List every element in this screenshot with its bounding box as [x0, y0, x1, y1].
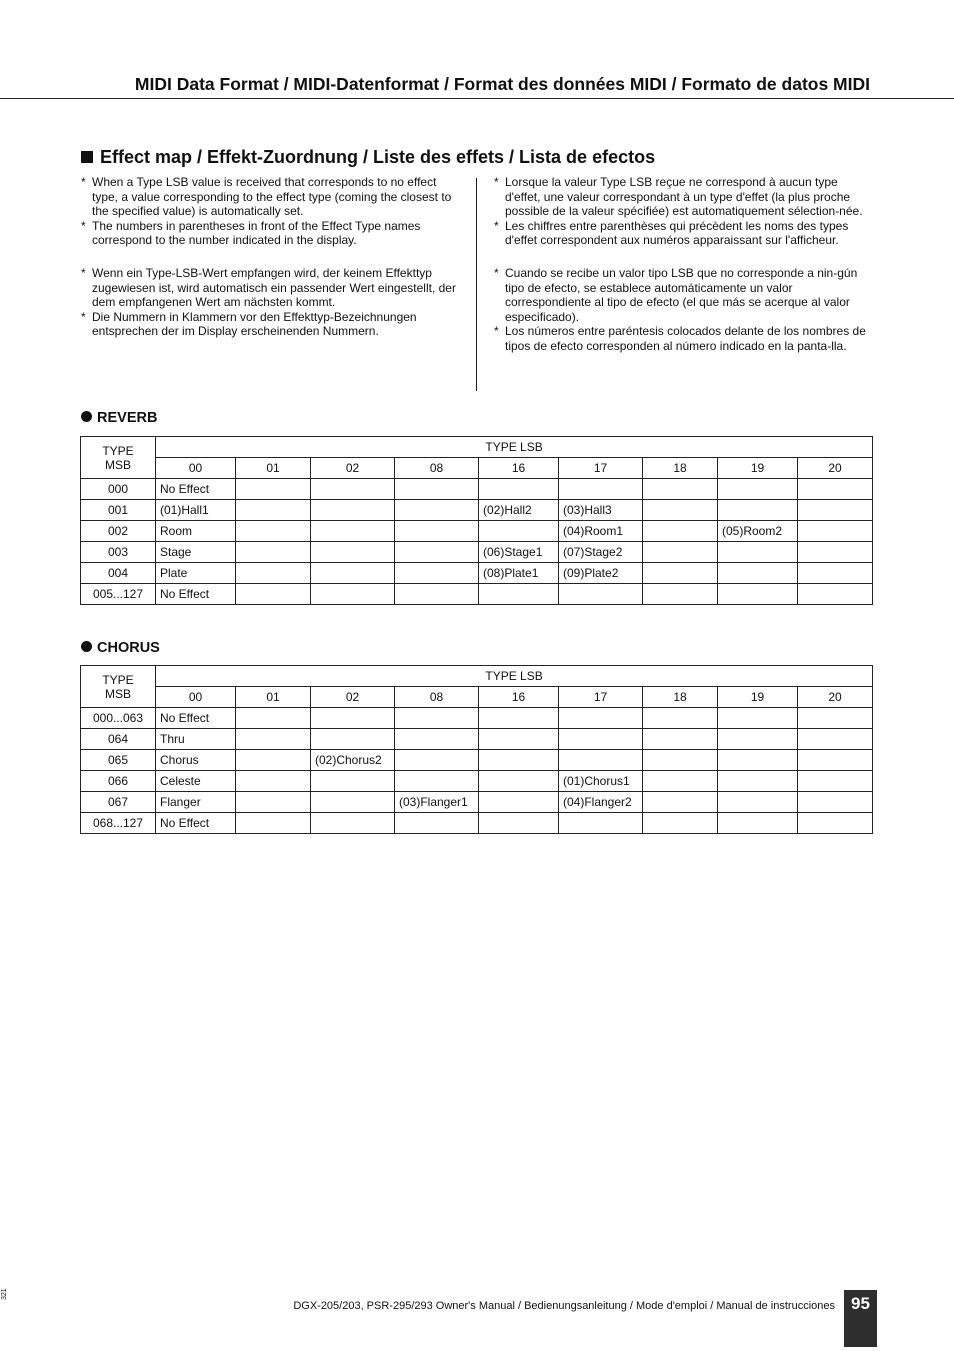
- effect-cell: Celeste: [156, 771, 236, 792]
- effect-cell: [395, 813, 479, 834]
- msb-value-cell: 000...063: [81, 708, 156, 729]
- msb-value-cell: 005...127: [81, 584, 156, 605]
- circle-bullet-icon: [81, 641, 92, 652]
- table-row: [81, 479, 873, 500]
- effect-cell: Thru: [156, 729, 236, 750]
- notes-right-column: [494, 175, 874, 354]
- effect-cell: [643, 813, 718, 834]
- effect-cell: [479, 813, 559, 834]
- effect-cell: [311, 771, 395, 792]
- effect-cell: [559, 708, 643, 729]
- note-de-2: * Die Nummern in Klammern vor den Effekttyp-Bezeichnungen entsprechen der im Display erscheinenden Nummern.: [81, 309, 417, 339]
- effect-cell: (02)Chorus2: [311, 750, 395, 771]
- effect-cell: (06)Stage1: [479, 542, 559, 563]
- effect-cell: [236, 542, 311, 563]
- effect-cell: [718, 813, 798, 834]
- effect-cell: [236, 521, 311, 542]
- effect-cell: [718, 563, 798, 584]
- effect-cell: [395, 584, 479, 605]
- effect-cell: [643, 750, 718, 771]
- effect-cell: Stage: [156, 542, 236, 563]
- effect-cell: [479, 750, 559, 771]
- effect-cell: [395, 750, 479, 771]
- effect-cell: (04)Flanger2: [559, 792, 643, 813]
- page-number: 95: [844, 1290, 877, 1347]
- effect-cell: Flanger: [156, 792, 236, 813]
- effect-cell: [236, 729, 311, 750]
- chorus-table: [80, 665, 873, 834]
- table-row: [81, 708, 873, 729]
- effect-cell: [311, 521, 395, 542]
- effect-cell: [559, 479, 643, 500]
- column-header: 19: [718, 687, 798, 708]
- effect-cell: [311, 479, 395, 500]
- column-header: 17: [559, 458, 643, 479]
- table-row: [81, 563, 873, 584]
- effect-cell: Chorus: [156, 750, 236, 771]
- column-divider: [476, 178, 477, 391]
- effect-cell: [311, 729, 395, 750]
- effect-cell: [718, 771, 798, 792]
- effect-cell: [643, 563, 718, 584]
- effect-cell: [395, 708, 479, 729]
- effect-cell: [395, 542, 479, 563]
- effect-cell: [236, 500, 311, 521]
- effect-cell: No Effect: [156, 708, 236, 729]
- effect-cell: (03)Flanger1: [395, 792, 479, 813]
- effect-cell: [236, 563, 311, 584]
- effect-cell: [643, 500, 718, 521]
- footer-code: 321: [1, 1288, 8, 1300]
- column-header: 16: [479, 458, 559, 479]
- effect-cell: [798, 500, 873, 521]
- effect-cell: [236, 750, 311, 771]
- effect-cell: (08)Plate1: [479, 563, 559, 584]
- msb-value-cell: 065: [81, 750, 156, 771]
- note-es-1: * Cuando se recibe un valor tipo LSB que no corresponde a nin-gún tipo de efecto, se establece automáticamente un valor correspondiente al tipo de efecto (el que más se acerque al valor especificado).: [494, 265, 858, 324]
- column-header: 02: [311, 458, 395, 479]
- effect-cell: [395, 771, 479, 792]
- effect-cell: [559, 584, 643, 605]
- effect-cell: [643, 542, 718, 563]
- effect-cell: [643, 771, 718, 792]
- msb-value-cell: 066: [81, 771, 156, 792]
- effect-cell: [479, 771, 559, 792]
- note-es-2: * Los números entre paréntesis colocados delante de los nombres de tipos de efecto corresponden al número indicado en la panta-lla.: [494, 324, 866, 353]
- header-divider: [0, 98, 954, 99]
- reverb-table: [80, 436, 873, 605]
- effect-cell: [311, 813, 395, 834]
- effect-cell: Plate: [156, 563, 236, 584]
- effect-cell: [643, 479, 718, 500]
- effect-cell: [798, 708, 873, 729]
- effect-cell: [798, 750, 873, 771]
- reverb-label: REVERB: [81, 410, 157, 426]
- effect-cell: [718, 584, 798, 605]
- type-msb-header: TYPE MSB: [81, 437, 156, 479]
- column-header: 17: [559, 687, 643, 708]
- effect-cell: [718, 500, 798, 521]
- column-header: 20: [798, 687, 873, 708]
- effect-cell: [643, 792, 718, 813]
- notes-left-column: [81, 175, 461, 339]
- column-header: 00: [156, 458, 236, 479]
- effect-cell: [479, 729, 559, 750]
- effect-cell: [718, 750, 798, 771]
- effect-cell: [479, 479, 559, 500]
- msb-value-cell: 064: [81, 729, 156, 750]
- effect-cell: [311, 584, 395, 605]
- note-de-1: * Wenn ein Type-LSB-Wert empfangen wird, der keinem Effekttyp zugewiesen ist, wird automatisch ein passender Wert eingestellt, der dem empfangenen Wert am nächsten kommt.: [81, 265, 456, 310]
- table-row: [81, 542, 873, 563]
- column-header: 18: [643, 458, 718, 479]
- effect-cell: [311, 708, 395, 729]
- effect-cell: [311, 792, 395, 813]
- effect-cell: [311, 500, 395, 521]
- effect-cell: (05)Room2: [718, 521, 798, 542]
- effect-cell: [718, 479, 798, 500]
- effect-cell: [395, 563, 479, 584]
- section-heading-text: Effect map / Effekt-Zuordnung / Liste des effets / Lista de efectos: [100, 147, 656, 167]
- note-fr-1: * Lorsque la valeur Type LSB reçue ne correspond à aucun type d'effet, une valeur correspondant à un type d'effet (la plus proche possible de la valeur spécifiée) est automatiquement sélection-née.: [494, 175, 863, 219]
- effect-cell: (01)Chorus1: [559, 771, 643, 792]
- column-header: 18: [643, 687, 718, 708]
- effect-cell: [395, 500, 479, 521]
- effect-cell: [236, 792, 311, 813]
- column-header: 08: [395, 458, 479, 479]
- effect-cell: No Effect: [156, 584, 236, 605]
- circle-bullet-icon: [81, 411, 92, 422]
- table-row: [81, 750, 873, 771]
- effect-cell: [395, 479, 479, 500]
- msb-value-cell: 001: [81, 500, 156, 521]
- effect-cell: [643, 708, 718, 729]
- msb-value-cell: 068...127: [81, 813, 156, 834]
- effect-cell: [236, 584, 311, 605]
- chorus-label: CHORUS: [81, 640, 160, 656]
- msb-value-cell: 002: [81, 521, 156, 542]
- effect-cell: [479, 792, 559, 813]
- effect-cell: [236, 813, 311, 834]
- effect-cell: [798, 813, 873, 834]
- effect-cell: [798, 521, 873, 542]
- effect-cell: [559, 729, 643, 750]
- effect-cell: [395, 521, 479, 542]
- effect-cell: [236, 771, 311, 792]
- column-header: 08: [395, 687, 479, 708]
- effect-cell: (01)Hall1: [156, 500, 236, 521]
- effect-cell: [236, 708, 311, 729]
- effect-cell: [718, 708, 798, 729]
- effect-cell: [798, 479, 873, 500]
- square-bullet-icon: [81, 151, 93, 163]
- column-header: 01: [236, 458, 311, 479]
- effect-cell: (03)Hall3: [559, 500, 643, 521]
- note-en-1: * When a Type LSB value is received that corresponds to no effect type, a value corresponding to the effect type (coming the closest to the specified value) is automatically set.: [81, 175, 452, 219]
- effect-cell: No Effect: [156, 479, 236, 500]
- effect-cell: [718, 729, 798, 750]
- header-title: MIDI Data Format / MIDI-Datenformat / Format des données MIDI / Formato de datos MIDI: [134, 74, 870, 94]
- table-row: [81, 584, 873, 605]
- type-lsb-header: TYPE LSB: [156, 437, 873, 458]
- msb-value-cell: 003: [81, 542, 156, 563]
- effect-cell: No Effect: [156, 813, 236, 834]
- effect-cell: (02)Hall2: [479, 500, 559, 521]
- effect-cell: (04)Room1: [559, 521, 643, 542]
- type-lsb-header: TYPE LSB: [156, 666, 873, 687]
- effect-cell: [798, 563, 873, 584]
- effect-cell: [236, 479, 311, 500]
- effect-cell: [643, 521, 718, 542]
- note-en-2: * The numbers in parentheses in front of the Effect Type names correspond to the number indicated in the display.: [81, 218, 421, 248]
- section-heading: [81, 147, 655, 168]
- msb-value-cell: 067: [81, 792, 156, 813]
- effect-cell: [479, 521, 559, 542]
- msb-value-cell: 000: [81, 479, 156, 500]
- column-header: 16: [479, 687, 559, 708]
- table-row: [81, 729, 873, 750]
- effect-cell: (09)Plate2: [559, 563, 643, 584]
- column-header: 00: [156, 687, 236, 708]
- effect-cell: [479, 584, 559, 605]
- table-row: [81, 771, 873, 792]
- effect-cell: [311, 563, 395, 584]
- effect-cell: [643, 584, 718, 605]
- effect-cell: [559, 813, 643, 834]
- effect-cell: Room: [156, 521, 236, 542]
- type-msb-header: TYPE MSB: [81, 666, 156, 708]
- effect-cell: [718, 792, 798, 813]
- footer-text: DGX-205/203, PSR-295/293 Owner's Manual / Bedienungsanleitung / Mode d'emploi / Manual de instrucciones: [293, 1300, 835, 1312]
- effect-cell: [798, 584, 873, 605]
- effect-cell: [559, 750, 643, 771]
- effect-cell: [479, 708, 559, 729]
- msb-value-cell: 004: [81, 563, 156, 584]
- effect-cell: [798, 542, 873, 563]
- table-row: [81, 500, 873, 521]
- effect-cell: [718, 542, 798, 563]
- effect-cell: (07)Stage2: [559, 542, 643, 563]
- table-row: [81, 792, 873, 813]
- column-header: 02: [311, 687, 395, 708]
- effect-cell: [798, 771, 873, 792]
- effect-cell: [798, 729, 873, 750]
- effect-cell: [395, 729, 479, 750]
- table-row: [81, 521, 873, 542]
- note-fr-2: * Les chiffres entre parenthèses qui précèdent les noms des types d'effet correspondent aux numéros apparaissant sur l'afficheur.: [494, 218, 849, 248]
- column-header: 01: [236, 687, 311, 708]
- effect-cell: [643, 729, 718, 750]
- table-row: [81, 813, 873, 834]
- effect-cell: [311, 542, 395, 563]
- column-header: 19: [718, 458, 798, 479]
- column-header: 20: [798, 458, 873, 479]
- effect-cell: [798, 792, 873, 813]
